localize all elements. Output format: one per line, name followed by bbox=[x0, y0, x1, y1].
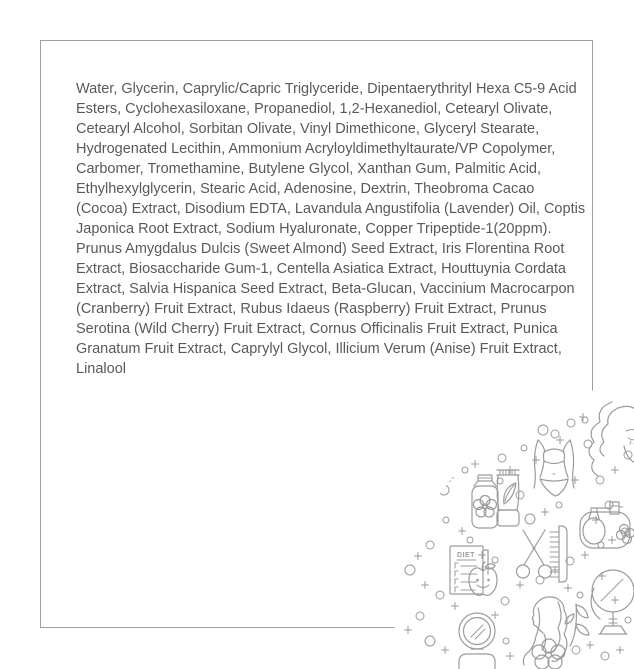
perfume-atomizer-icon bbox=[578, 498, 634, 550]
ingredients-line: Carbomer, Tromethamine, Butylene Glycol, Xanthan Gum, Palmitic Acid, bbox=[76, 161, 542, 177]
ingredients-line: Japonica Root Extract, Sodium Hyaluronate, Copper Tripeptide-1(20ppm). bbox=[76, 221, 552, 237]
comb-icon bbox=[547, 524, 569, 584]
ingredients-line: Cetearyl Alcohol, Sorbitan Olivate, Vinyl Dimethicone, Glyceryl Stearate, bbox=[76, 121, 540, 137]
ingredients-line: Linalool bbox=[76, 361, 126, 377]
ingredients-line: Extract, Biosaccharide Gum-1, Centella Asiatica Extract, Houttuynia Cordata bbox=[76, 261, 566, 277]
ingredients-line: Prunus Amygdalus Dulcis (Sweet Almond) Seed Extract, Iris Florentina Root bbox=[76, 241, 565, 257]
ingredients-text bbox=[76, 79, 586, 379]
cosmetic-tube-icon bbox=[494, 468, 522, 528]
diet-text: DIET bbox=[457, 552, 475, 559]
ingredients-line: Serotina (Wild Cherry) Fruit Extract, Cornus Officinalis Fruit Extract, Punica bbox=[76, 321, 558, 337]
woman-face-icon bbox=[578, 398, 634, 483]
ingredients-line: (Cranberry) Fruit Extract, Rubus Idaeus (Raspberry) Fruit Extract, Prunus bbox=[76, 301, 547, 317]
ingredients-line: Granatum Fruit Extract, Caprylyl Glycol, Illicium Verum (Anise) Fruit Extract, bbox=[76, 341, 562, 357]
apple-icon bbox=[466, 560, 500, 598]
bikini-body-icon bbox=[530, 438, 578, 506]
ingredients-line: (Cocoa) Extract, Disodium EDTA, Lavandula Angustifolia (Lavender) Oil, Coptis bbox=[76, 201, 586, 217]
compact-mirror-icon bbox=[450, 610, 504, 669]
ingredients-line: Extract, Salvia Hispanica Seed Extract, Beta-Glucan, Vaccinium Macrocarpon bbox=[76, 281, 575, 297]
vanity-mirror-icon bbox=[586, 566, 634, 640]
ingredients-line: Hydrogenated Lecithin, Ammonium Acryloyldimethyltaurate/VP Copolymer, bbox=[76, 141, 556, 157]
beauty-illustration bbox=[394, 384, 634, 669]
ingredients-line: Water, Glycerin, Caprylic/Capric Triglyceride, Dipentaerythrityl Hexa C5-9 Acid bbox=[76, 81, 577, 97]
ingredients-line: Ethylhexylglycerin, Stearic Acid, Adenosine, Dextrin, Theobroma Cacao bbox=[76, 181, 535, 197]
ingredients-line: Esters, Cyclohexasiloxane, Propanediol, 1,2-Hexanediol, Cetearyl Olivate, bbox=[76, 101, 553, 117]
